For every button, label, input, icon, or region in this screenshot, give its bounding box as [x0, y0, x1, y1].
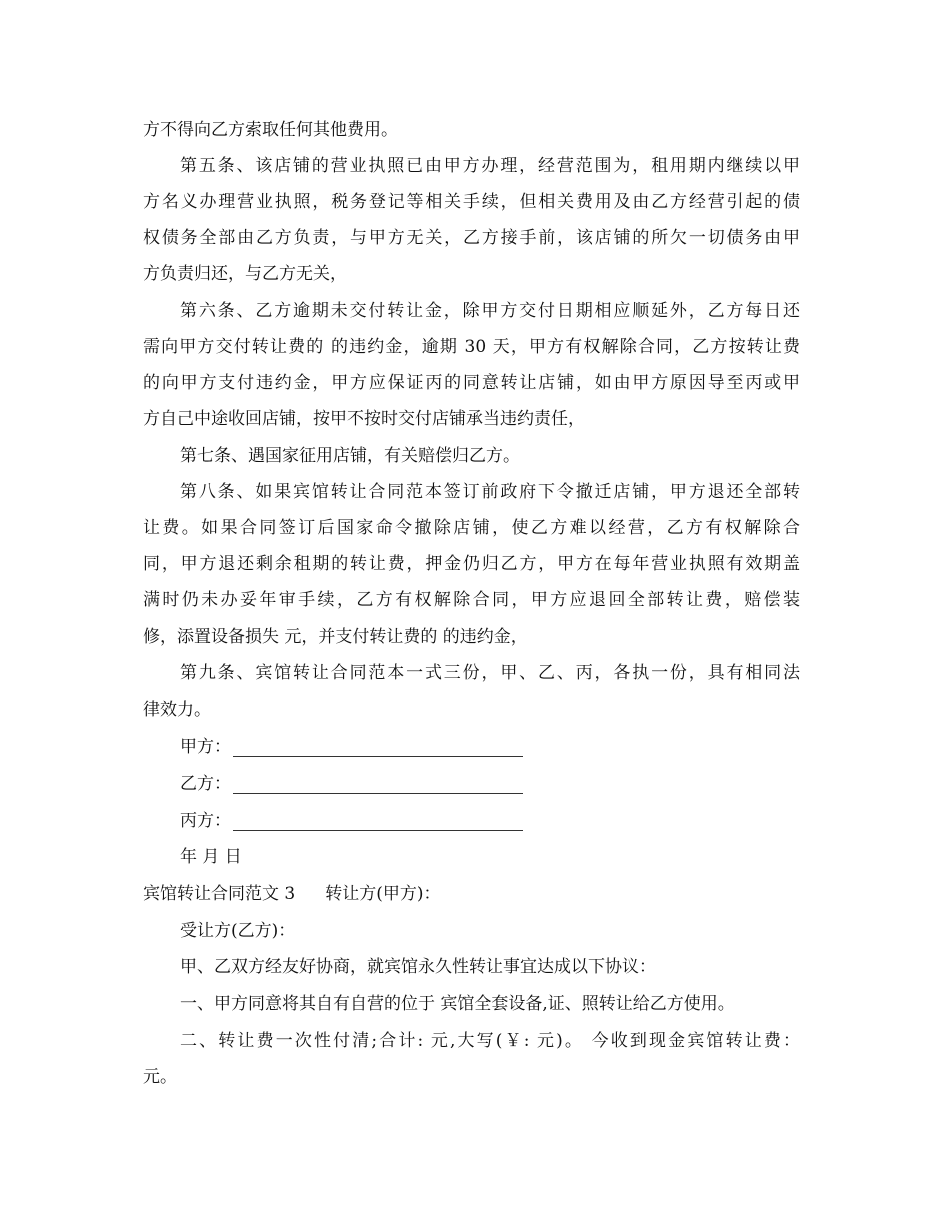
date-line: 年 月 日 — [180, 847, 242, 867]
paragraph-line: 权债务全部由乙方负责，与甲方无关，乙方接手前，该店铺的所欠一切债务由甲 — [143, 228, 800, 248]
signature-party-b — [180, 774, 523, 794]
paragraph-line: 的向甲方支付违约金，甲方应保证丙的同意转让店铺，如由甲方原因导至丙或甲 — [143, 373, 800, 393]
article-8-line: 第八条、如果宾馆转让合同范本签订前政府下令撤迁店铺，甲方退还全部转 — [180, 482, 800, 502]
paragraph-line: 同，甲方退还剩余租期的转让费，押金仍归乙方，甲方在每年营业执照有效期盖 — [143, 554, 800, 574]
paragraph-line: 方负责归还，与乙方无关， — [143, 264, 347, 284]
clause-2-end: 元。 — [143, 1067, 177, 1087]
paragraph-line: 满时仍未办妥年审手续，乙方有权解除合同，甲方应退回全部转让费，赔偿装 — [143, 590, 800, 610]
signature-label: 丙方： — [180, 811, 231, 831]
article-9-line: 第九条、宾馆转让合同范本一式三份，甲、乙、丙，各执一份，具有相同法 — [180, 663, 800, 683]
paragraph-line: 需向甲方交付转让费的 的违约金，逾期 30 天，甲方有权解除合同，乙方按转让费 — [143, 337, 800, 357]
section-3-heading — [143, 884, 441, 904]
article-7-line: 第七条、遇国家征用店铺，有关赔偿归乙方。 — [180, 446, 520, 466]
transferor-label: 转让方(甲方)： — [325, 884, 441, 904]
paragraph-line: 方名义办理营业执照，税务登记等相关手续，但相关费用及由乙方经营引起的债 — [143, 192, 800, 212]
paragraph-line: 方自己中途收回店铺，按甲不按时交付店铺承当违约责任， — [143, 409, 585, 429]
signature-blank — [233, 775, 523, 794]
article-5-line: 第五条、该店铺的营业执照已由甲方办理，经营范围为，租用期内继续以甲 — [180, 156, 800, 176]
paragraph-line: 律效力。 — [143, 700, 211, 720]
signature-label: 乙方： — [180, 774, 231, 794]
signature-party-a — [180, 737, 523, 757]
clause-2: 二、转让费一次性付清;合计: 元,大写(￥: 元)。 今收到现金宾馆转让费： — [180, 1031, 800, 1051]
paragraph-line: 修，添置设备损失 元，并支付转让费的 的违约金， — [143, 627, 528, 647]
agreement-intro: 甲、乙双方经友好协商，就宾馆永久性转让事宜达成以下协议： — [180, 957, 656, 977]
signature-party-c — [180, 811, 523, 831]
signature-blank — [233, 812, 523, 831]
article-6-line: 第六条、乙方逾期未交付转让金，除甲方交付日期相应顺延外，乙方每日还 — [180, 301, 800, 321]
paragraph-line: 方不得向乙方索取任何其他费用。 — [143, 120, 398, 140]
signature-blank — [233, 738, 523, 757]
clause-1: 一、甲方同意将其自有自营的位于 宾馆全套设备,证、照转让给乙方使用。 — [180, 994, 735, 1014]
section-title: 宾馆转让合同范文 3 — [143, 884, 296, 904]
signature-label: 甲方： — [180, 737, 231, 757]
transferee-label: 受让方(乙方)： — [180, 921, 296, 941]
paragraph-line: 让费。如果合同签订后国家命令撤除店铺，使乙方难以经营，乙方有权解除合 — [143, 518, 800, 538]
